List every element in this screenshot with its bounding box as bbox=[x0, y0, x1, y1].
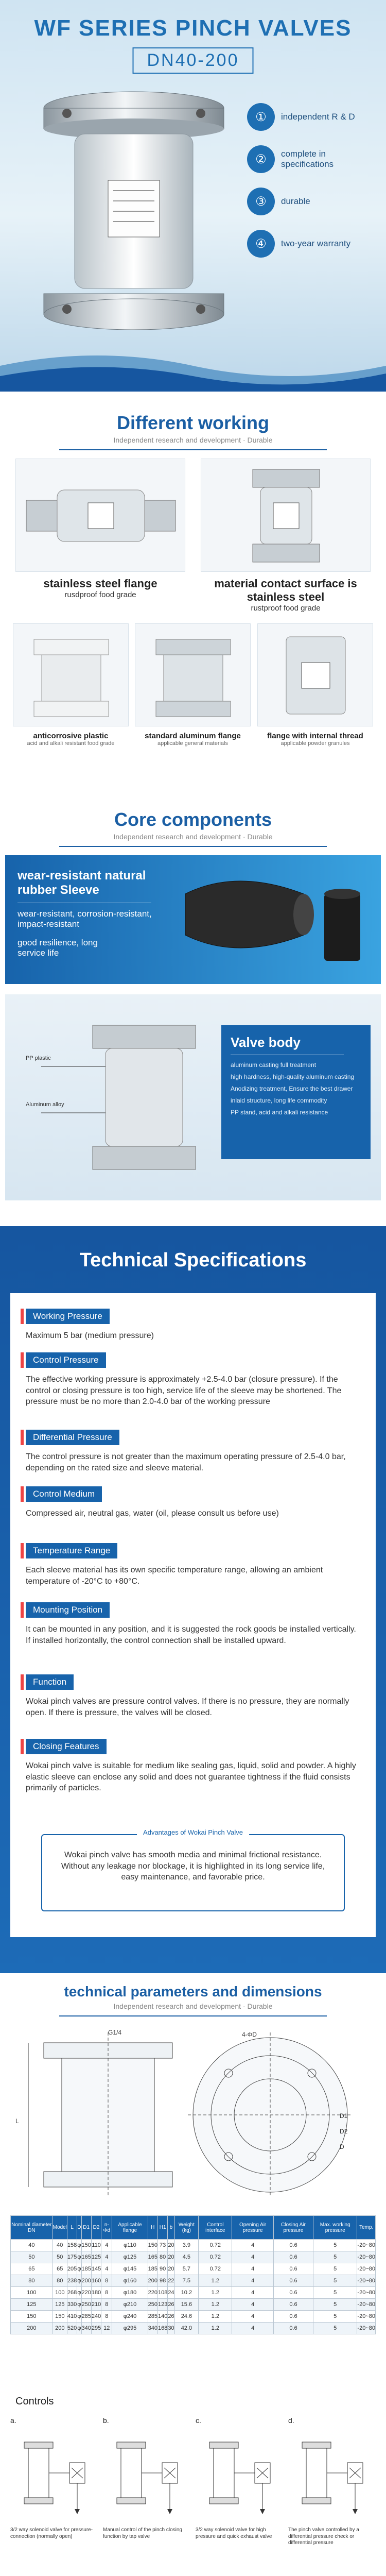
table-cell: 4 bbox=[232, 2275, 273, 2287]
callout-label: PP plastic bbox=[26, 1055, 51, 1061]
column-header: Applicable flange bbox=[112, 2216, 148, 2240]
table-cell: 0.6 bbox=[273, 2240, 313, 2251]
advantages-text: Wokai pinch valve has smooth media and minimal frictional resistance. Without any leakage nor blockage, it is highlighted in its long service life, easy maintenance, and favorable price. bbox=[61, 1851, 325, 1882]
table-cell: 125 bbox=[11, 2299, 53, 2311]
table-cell: 90 bbox=[157, 2263, 167, 2275]
spec-label: Mounting Position bbox=[26, 1602, 110, 1618]
spec-label: Control Medium bbox=[26, 1486, 102, 1502]
table-cell: -20~80 bbox=[357, 2323, 376, 2334]
control-caption: The pinch valve controlled by a differential pressure check or differential pressure bbox=[288, 2527, 359, 2546]
valve-steel-contact-image bbox=[201, 459, 371, 572]
spec-text: Wokai pinch valves are pressure control valves. If there is no pressure, they are normally open. If there is pressure, the valves will be closed. bbox=[26, 1697, 349, 1717]
table-row bbox=[11, 2240, 376, 2251]
dimension-drawing bbox=[13, 2022, 373, 2208]
column-header: Temp. bbox=[357, 2216, 376, 2240]
variant-caption bbox=[135, 732, 251, 747]
table-cell: 160 bbox=[91, 2275, 101, 2287]
column-header: D bbox=[77, 2216, 81, 2240]
valve-body-panel bbox=[5, 994, 381, 1200]
valve-body-item: PP stand, acid and alkali resistance bbox=[231, 1109, 328, 1116]
control-diagram bbox=[10, 2416, 98, 2571]
table-cell: 285 bbox=[148, 2311, 157, 2323]
table-row bbox=[11, 2287, 376, 2299]
table-cell: 180 bbox=[91, 2287, 101, 2299]
table-cell: 12 bbox=[101, 2323, 112, 2334]
table-cell: φ bbox=[77, 2240, 81, 2251]
table-cell: 250 bbox=[148, 2299, 157, 2311]
table-cell: -20~80 bbox=[357, 2251, 376, 2263]
table-cell: 0.6 bbox=[273, 2287, 313, 2299]
section-subtitle: Independent research and development · Durable bbox=[113, 833, 273, 841]
table-cell: 73 bbox=[157, 2240, 167, 2251]
table-cell: 5 bbox=[313, 2323, 357, 2334]
control-diagram bbox=[288, 2416, 376, 2571]
table-cell: 1.2 bbox=[199, 2311, 232, 2323]
table-cell: 5 bbox=[313, 2240, 357, 2251]
table-cell: 20 bbox=[168, 2263, 174, 2275]
feature-badge: ④ bbox=[247, 230, 275, 258]
column-header: Nominal diameter DN bbox=[11, 2216, 53, 2240]
hero-size-range: DN40-200 bbox=[133, 47, 254, 74]
sleeve-panel bbox=[5, 855, 381, 984]
valve-body-image bbox=[21, 1015, 216, 1180]
table-cell: 145 bbox=[91, 2263, 101, 2275]
variant-image bbox=[15, 459, 185, 572]
table-cell: 205 bbox=[67, 2263, 77, 2275]
feature-item bbox=[247, 230, 365, 258]
section-divider bbox=[59, 846, 327, 847]
table-cell: 100 bbox=[52, 2287, 67, 2299]
column-header: H1 bbox=[157, 2216, 167, 2240]
valve-internal-thread-image bbox=[258, 624, 374, 727]
table-cell: φ bbox=[77, 2323, 81, 2334]
table-row bbox=[11, 2251, 376, 2263]
variant-image bbox=[201, 459, 371, 572]
table-cell: 4 bbox=[232, 2323, 273, 2334]
feature-badge: ① bbox=[247, 103, 275, 131]
valve-body-box bbox=[221, 1025, 371, 1159]
column-header: D2 bbox=[91, 2216, 101, 2240]
table-cell: 4 bbox=[101, 2240, 112, 2251]
table-cell: 24 bbox=[168, 2287, 174, 2299]
table-cell: 125 bbox=[52, 2299, 67, 2311]
spec-label: Closing Features bbox=[26, 1739, 107, 1754]
table-cell: 1.2 bbox=[199, 2287, 232, 2299]
table-row bbox=[11, 2263, 376, 2275]
spec-label: Temperature Range bbox=[26, 1543, 117, 1558]
feature-text: independent R & D bbox=[281, 111, 355, 122]
core-components-section bbox=[0, 793, 386, 1226]
spec-text: Wokai pinch valve is suitable for medium like sealing gas, liquid, solid and powder. A highly elastic sleeve can enclose any solid and does not guarantee tightness if the fluid consists primarily of particles. bbox=[26, 1761, 356, 1793]
spec-label: Function bbox=[26, 1674, 74, 1690]
section-title: Different working bbox=[116, 412, 269, 433]
table-cell: 210 bbox=[91, 2299, 101, 2311]
table-cell: -20~80 bbox=[357, 2287, 376, 2299]
table-row bbox=[11, 2275, 376, 2287]
advantages-box bbox=[41, 1828, 345, 1911]
table-cell: φ210 bbox=[112, 2299, 148, 2311]
variant-image bbox=[135, 623, 251, 726]
table-row bbox=[11, 2299, 376, 2311]
controls-section bbox=[0, 2391, 386, 2576]
spec-label: Differential Pressure bbox=[26, 1430, 119, 1445]
table-cell: 250 bbox=[81, 2299, 91, 2311]
table-cell: 1.2 bbox=[199, 2323, 232, 2334]
control-diagram bbox=[103, 2416, 190, 2571]
table-cell: 125 bbox=[91, 2251, 101, 2263]
table-cell: 98 bbox=[157, 2275, 167, 2287]
table-cell: 0.6 bbox=[273, 2299, 313, 2311]
technical-parameters-section bbox=[0, 1973, 386, 2391]
variant-caption bbox=[201, 577, 371, 613]
technical-specifications-section bbox=[0, 1226, 386, 1973]
specs-card bbox=[10, 1293, 376, 1937]
variant-title: stainless steel flange bbox=[43, 577, 157, 590]
table-cell: φ145 bbox=[112, 2263, 148, 2275]
variant-title: anticorrosive plastic bbox=[33, 732, 109, 740]
table-cell: 22 bbox=[168, 2275, 174, 2287]
table-cell: 340 bbox=[81, 2323, 91, 2334]
control-letter: a. bbox=[10, 2416, 16, 2425]
column-header: b bbox=[168, 2216, 174, 2240]
feature-item bbox=[247, 103, 365, 131]
table-cell: 24.6 bbox=[174, 2311, 199, 2323]
control-letter: b. bbox=[103, 2416, 109, 2425]
table-cell: -20~80 bbox=[357, 2263, 376, 2275]
table-cell: 5 bbox=[313, 2263, 357, 2275]
table-cell: 110 bbox=[91, 2240, 101, 2251]
table-cell: 108 bbox=[157, 2287, 167, 2299]
table-cell: 0.6 bbox=[273, 2251, 313, 2263]
hero-wave-decoration bbox=[0, 345, 386, 392]
section-title: Core components bbox=[114, 809, 272, 830]
table-cell: 185 bbox=[81, 2263, 91, 2275]
variant-caption bbox=[13, 732, 129, 747]
table-cell: 150 bbox=[148, 2240, 157, 2251]
table-cell: 150 bbox=[81, 2240, 91, 2251]
table-cell: 285 bbox=[81, 2311, 91, 2323]
table-cell: 20 bbox=[168, 2251, 174, 2263]
table-cell: 100 bbox=[11, 2287, 53, 2299]
table-cell: 40 bbox=[11, 2240, 53, 2251]
table-cell: 158 bbox=[67, 2240, 77, 2251]
section-title: technical parameters and dimensions bbox=[64, 1984, 322, 1999]
table-cell: 238 bbox=[67, 2275, 77, 2287]
drawing-label: D2 bbox=[340, 2128, 348, 2135]
table-cell: -20~80 bbox=[357, 2240, 376, 2251]
table-cell: 0.72 bbox=[199, 2251, 232, 2263]
section-title: Technical Specifications bbox=[79, 1249, 307, 1271]
table-cell: 20 bbox=[168, 2240, 174, 2251]
column-header: Weight (kg) bbox=[174, 2216, 199, 2240]
table-cell: 80 bbox=[157, 2251, 167, 2263]
table-cell: 0.6 bbox=[273, 2263, 313, 2275]
variant-image bbox=[13, 623, 129, 726]
different-working-section bbox=[0, 392, 386, 793]
variant-caption bbox=[15, 577, 185, 599]
table-cell: 5 bbox=[313, 2251, 357, 2263]
table-cell: 5.7 bbox=[174, 2263, 199, 2275]
section-header bbox=[0, 412, 386, 450]
valve-body-title: Valve body bbox=[231, 1035, 301, 1050]
table-cell: φ160 bbox=[112, 2275, 148, 2287]
table-cell: 165 bbox=[148, 2251, 157, 2263]
column-header: Closing Air pressure bbox=[273, 2216, 313, 2240]
rubber-sleeve-image bbox=[175, 863, 376, 976]
section-divider bbox=[59, 449, 327, 450]
control-letter: d. bbox=[288, 2416, 294, 2425]
control-schematic bbox=[203, 2427, 280, 2522]
table-cell: 240 bbox=[91, 2311, 101, 2323]
table-cell: 4 bbox=[232, 2311, 273, 2323]
table-cell: 10.2 bbox=[174, 2287, 199, 2299]
column-header: Control interface bbox=[199, 2216, 232, 2240]
table-cell: 4.5 bbox=[174, 2251, 199, 2263]
table-cell: φ180 bbox=[112, 2287, 148, 2299]
control-schematic bbox=[296, 2427, 373, 2522]
table-cell: 4 bbox=[232, 2240, 273, 2251]
table-cell: 200 bbox=[11, 2323, 53, 2334]
table-cell: 165 bbox=[81, 2251, 91, 2263]
table-cell: 3.9 bbox=[174, 2240, 199, 2251]
table-cell: 65 bbox=[52, 2263, 67, 2275]
variant-subtitle: rusdproof food grade bbox=[64, 590, 136, 599]
advantages-title: Advantages of Wokai Pinch Valve bbox=[137, 1829, 249, 1836]
parameters-table bbox=[10, 2215, 376, 2334]
table-cell: 220 bbox=[81, 2287, 91, 2299]
control-caption: 3/2 way solenoid valve for pressure-connection (normally open) bbox=[10, 2527, 93, 2539]
control-caption: Manual control of the pinch closing function by tap valve bbox=[103, 2527, 182, 2539]
table-cell: 8 bbox=[101, 2299, 112, 2311]
table-cell: φ110 bbox=[112, 2240, 148, 2251]
table-cell: -20~80 bbox=[357, 2275, 376, 2287]
section-subtitle: Independent research and development · Durable bbox=[113, 436, 273, 444]
drawing-label: D bbox=[340, 2143, 344, 2150]
table-cell: φ125 bbox=[112, 2251, 148, 2263]
column-header: Opening Air pressure bbox=[232, 2216, 273, 2240]
valve-body-item: high hardness, high-quality aluminum casting bbox=[231, 1073, 355, 1080]
table-cell: 150 bbox=[52, 2311, 67, 2323]
section-title: Controls bbox=[15, 2396, 54, 2407]
hero-title: WF SERIES PINCH VALVES bbox=[34, 15, 352, 41]
table-cell: 0.6 bbox=[273, 2275, 313, 2287]
table-cell: φ bbox=[77, 2299, 81, 2311]
valve-aluminum-flange-image bbox=[135, 624, 251, 727]
feature-item bbox=[247, 145, 365, 173]
table-cell: 0.72 bbox=[199, 2263, 232, 2275]
spec-label: Control Pressure bbox=[26, 1352, 106, 1368]
variant-title: material contact surface is stainless steel bbox=[214, 577, 357, 603]
table-cell: 295 bbox=[91, 2323, 101, 2334]
table-cell: 5 bbox=[313, 2311, 357, 2323]
table-cell: 140 bbox=[157, 2311, 167, 2323]
table-cell: 5 bbox=[313, 2287, 357, 2299]
spec-text: The effective working pressure is approximately +2.5-4.0 bar (closure pressure). If the control or closing pressure is too high, service life of the sleeve may be shortened. The pressure must be no more than 2.0-4.0 bar of the working pressure bbox=[26, 1375, 342, 1406]
table-cell: 200 bbox=[148, 2275, 157, 2287]
section-subtitle: Independent research and development · Durable bbox=[113, 2002, 273, 2010]
valve-body-item: aluminum casting full treatment bbox=[231, 1061, 317, 1069]
column-header: L bbox=[67, 2216, 77, 2240]
control-diagram bbox=[196, 2416, 283, 2571]
table-cell: 410 bbox=[67, 2311, 77, 2323]
variant-subtitle: acid and alkali resistant food grade bbox=[27, 740, 115, 747]
table-cell: 220 bbox=[148, 2287, 157, 2299]
table-cell: 185 bbox=[148, 2263, 157, 2275]
variant-image bbox=[257, 623, 373, 726]
section-header bbox=[0, 809, 386, 847]
feature-badge: ③ bbox=[247, 188, 275, 215]
table-cell: 80 bbox=[11, 2275, 53, 2287]
table-cell: 65 bbox=[11, 2263, 53, 2275]
hero-banner bbox=[0, 0, 386, 392]
spec-text: The control pressure is not greater than the maximum operating pressure of 2.5-4.0 bar, depending on the rated size and sleeve material. bbox=[26, 1452, 346, 1472]
spec-text: Maximum 5 bar (medium pressure) bbox=[26, 1331, 154, 1340]
table-cell: 123 bbox=[157, 2299, 167, 2311]
table-cell: 15.6 bbox=[174, 2299, 199, 2311]
feature-text: complete in specifications bbox=[281, 148, 334, 169]
column-header: n-Φd bbox=[101, 2216, 112, 2240]
feature-list bbox=[247, 103, 365, 272]
valve-plastic-image bbox=[13, 624, 129, 727]
table-cell: 4 bbox=[232, 2263, 273, 2275]
table-cell: 8 bbox=[101, 2311, 112, 2323]
table-cell: 268 bbox=[67, 2287, 77, 2299]
table-cell: 5 bbox=[313, 2275, 357, 2287]
variant-title: standard aluminum flange bbox=[145, 732, 241, 740]
sleeve-line: good resilience, long service life bbox=[17, 938, 98, 958]
sleeve-line: wear-resistant, corrosion-resistant, impact-resistant bbox=[17, 909, 152, 929]
drawing-label: G1/4 bbox=[108, 2029, 122, 2036]
callout-label: Aluminum alloy bbox=[26, 1101, 64, 1108]
table-cell: 0.72 bbox=[199, 2240, 232, 2251]
valve-body-item: inlaid structure, long life commodity bbox=[231, 1097, 327, 1104]
spec-text: Compressed air, neutral gas, water (oil, please consult us before use) bbox=[26, 1509, 279, 1518]
table-cell: 340 bbox=[148, 2323, 157, 2334]
table-cell: 330 bbox=[67, 2299, 77, 2311]
column-header: D1 bbox=[81, 2216, 91, 2240]
drawing-label: D1 bbox=[340, 2112, 348, 2120]
variant-caption bbox=[257, 732, 373, 747]
table-cell: 4 bbox=[101, 2251, 112, 2263]
spec-text: It can be mounted in any position, and it is suggested the rock goods be installed vertically. If installed horizontally, the control connection shall be installed upward. bbox=[26, 1625, 356, 1645]
spec-label: Working Pressure bbox=[26, 1309, 110, 1324]
variant-subtitle: applicable general materials bbox=[157, 740, 228, 747]
hero-valve-image bbox=[36, 88, 232, 345]
table-cell: 0.6 bbox=[273, 2323, 313, 2334]
table-cell: φ bbox=[77, 2263, 81, 2275]
table-cell: φ bbox=[77, 2251, 81, 2263]
variant-subtitle: rustproof food grade bbox=[251, 604, 321, 613]
table-cell: 4 bbox=[232, 2287, 273, 2299]
table-cell: 168 bbox=[157, 2323, 167, 2334]
table-cell: 1.2 bbox=[199, 2299, 232, 2311]
section-divider bbox=[59, 2015, 327, 2016]
table-cell: 200 bbox=[81, 2275, 91, 2287]
table-cell: 80 bbox=[52, 2275, 67, 2287]
control-letter: c. bbox=[196, 2416, 201, 2425]
table-cell: 8 bbox=[101, 2287, 112, 2299]
variant-subtitle: applicable powder granules bbox=[280, 740, 350, 747]
table-cell: 5 bbox=[313, 2299, 357, 2311]
control-schematic bbox=[18, 2427, 95, 2522]
drawing-label: L bbox=[15, 2117, 19, 2125]
table-cell: 26 bbox=[168, 2299, 174, 2311]
section-header bbox=[0, 1984, 386, 2016]
table-cell: φ bbox=[77, 2287, 81, 2299]
table-cell: 4 bbox=[232, 2299, 273, 2311]
table-cell: 40 bbox=[52, 2240, 67, 2251]
table-cell: 42.0 bbox=[174, 2323, 199, 2334]
table-cell: 50 bbox=[11, 2251, 53, 2263]
column-header: H bbox=[148, 2216, 157, 2240]
table-cell: -20~80 bbox=[357, 2311, 376, 2323]
variant-title: flange with internal thread bbox=[267, 732, 363, 740]
table-cell: 200 bbox=[52, 2323, 67, 2334]
feature-text: durable bbox=[281, 196, 310, 206]
table-cell: φ bbox=[77, 2275, 81, 2287]
table-row bbox=[11, 2323, 376, 2334]
table-cell: φ240 bbox=[112, 2311, 148, 2323]
table-cell: -20~80 bbox=[357, 2299, 376, 2311]
table-cell: 26 bbox=[168, 2311, 174, 2323]
column-header: Model bbox=[52, 2216, 67, 2240]
table-cell: 4 bbox=[232, 2251, 273, 2263]
drawing-label: 4-ΦD bbox=[242, 2031, 257, 2038]
feature-badge: ② bbox=[247, 145, 275, 173]
control-schematic bbox=[111, 2427, 188, 2522]
valve-body-item: Anodizing treatment, Ensure the best drawer bbox=[231, 1085, 353, 1092]
table-cell: 7.5 bbox=[174, 2275, 199, 2287]
feature-text: two-year warranty bbox=[281, 238, 351, 248]
table-cell: φ295 bbox=[112, 2323, 148, 2334]
table-cell: 50 bbox=[52, 2251, 67, 2263]
feature-item bbox=[247, 188, 365, 215]
valve-steel-flange-image bbox=[16, 459, 186, 572]
table-cell: 8 bbox=[101, 2275, 112, 2287]
spec-text: Each sleeve material has its own specific temperature range, allowing an ambient temperature of -20°C to +80°C. bbox=[26, 1566, 323, 1586]
table-cell: 30 bbox=[168, 2323, 174, 2334]
table-cell: 150 bbox=[11, 2311, 53, 2323]
table-cell: 1.2 bbox=[199, 2275, 232, 2287]
control-caption: 3/2 way solenoid valve for high pressure and quick exhaust valve bbox=[196, 2527, 272, 2539]
column-header: Max. working pressure bbox=[313, 2216, 357, 2240]
sleeve-title: wear-resistant natural rubber Sleeve bbox=[17, 869, 146, 897]
table-header-row bbox=[11, 2216, 376, 2240]
table-row bbox=[11, 2311, 376, 2323]
table-cell: 0.6 bbox=[273, 2311, 313, 2323]
table-cell: 4 bbox=[101, 2263, 112, 2275]
table-cell: 520 bbox=[67, 2323, 77, 2334]
table-cell: φ bbox=[77, 2311, 81, 2323]
table-cell: 175 bbox=[67, 2251, 77, 2263]
